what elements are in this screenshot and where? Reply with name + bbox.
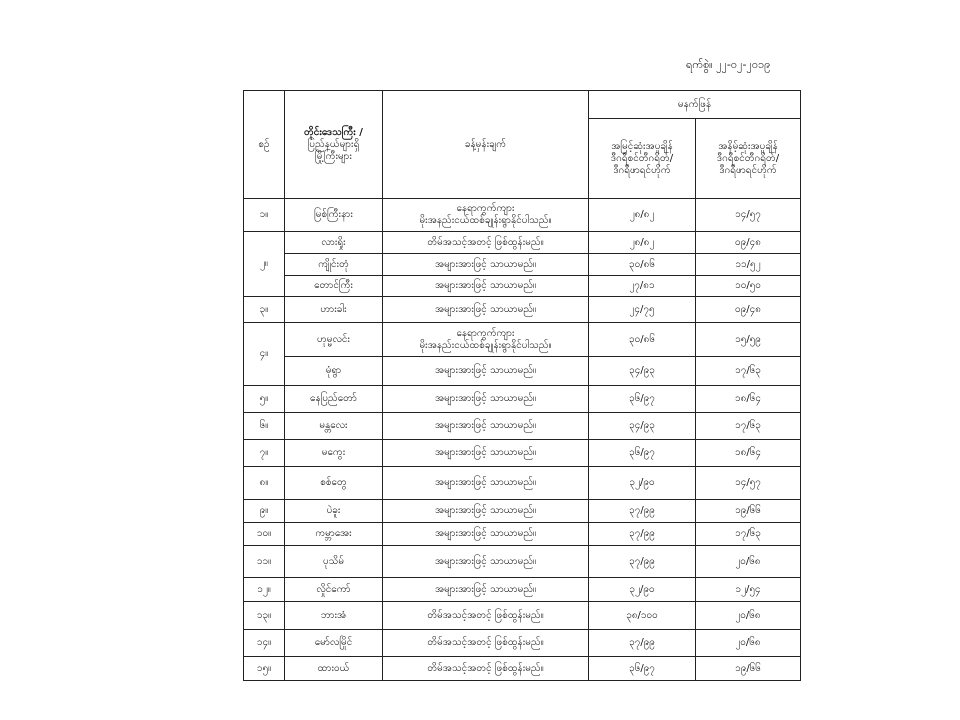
serial-cell: ၂။ bbox=[244, 232, 285, 297]
forecast-cell bbox=[383, 323, 589, 357]
city-cell: လှိုင်ကော် bbox=[285, 578, 383, 602]
max-temp-cell: ၃၇/၉၉ bbox=[589, 630, 696, 657]
table-row bbox=[244, 276, 801, 297]
min-temp-cell: ၁၈/၆၄ bbox=[696, 440, 801, 467]
city-cell: ဘားအံ bbox=[285, 602, 383, 630]
max-temp-cell: ၂၄/၇၅ bbox=[589, 297, 696, 323]
header-min-temp bbox=[696, 119, 801, 199]
serial-cell: ၁၄။ bbox=[244, 630, 285, 657]
min-temp-cell: ၀၉/၄၈ bbox=[696, 297, 801, 323]
min-temp-cell: ၁၉/၆၆ bbox=[696, 500, 801, 523]
city-cell: ဟားခါး bbox=[285, 297, 383, 323]
city-cell: ကျိုင်းတုံ bbox=[285, 254, 383, 276]
table-row bbox=[244, 546, 801, 578]
serial-cell: ၇။ bbox=[244, 440, 285, 467]
table-row bbox=[244, 386, 801, 413]
serial-cell: ၉။ bbox=[244, 500, 285, 523]
table-row bbox=[244, 440, 801, 467]
forecast-line1: နေရာကွက်ကျား bbox=[456, 203, 515, 214]
min-temp-cell: ၁၇/၆၃ bbox=[696, 523, 801, 546]
max-temp-cell: ၂၈/၈၂ bbox=[589, 232, 696, 254]
table-row bbox=[244, 413, 801, 440]
table-row bbox=[244, 657, 801, 681]
city-cell: မုံရွာ bbox=[285, 357, 383, 386]
forecast-cell: အများအားဖြင့် သာယာမည်။ bbox=[383, 523, 589, 546]
city-cell: တောင်ကြီး bbox=[285, 276, 383, 297]
forecast-line1: နေရာကွက်ကျား bbox=[456, 327, 515, 339]
serial-cell: ၅။ bbox=[244, 386, 285, 413]
table-row bbox=[244, 297, 801, 323]
table-row bbox=[244, 630, 801, 657]
max-temp-cell: ၃၆/၉၇ bbox=[589, 386, 696, 413]
serial-cell: ၁၃။ bbox=[244, 602, 285, 630]
report-date: ရက်စွဲ။ ၂၂-၀၂-၂၀၁၉ bbox=[686, 58, 771, 71]
table-row bbox=[244, 254, 801, 276]
serial-cell: ၄။ bbox=[244, 323, 285, 386]
table-row bbox=[244, 323, 801, 357]
header-min-line2: ဒီဂရီစင်တီဂရိတ်/ bbox=[716, 152, 780, 164]
min-temp-cell: ၁၂/၅၄ bbox=[696, 578, 801, 602]
forecast-cell: တိမ်အသင့်အတင့် ဖြစ်ထွန်းမည်။ bbox=[383, 602, 589, 630]
forecast-cell: တိမ်အသင့်အတင့် ဖြစ်ထွန်းမည်။ bbox=[383, 630, 589, 657]
min-temp-cell: ၁၄/၅၇ bbox=[696, 199, 801, 232]
table-row bbox=[244, 232, 801, 254]
forecast-cell bbox=[383, 199, 589, 232]
min-temp-cell: ၂၀/၆၈ bbox=[696, 630, 801, 657]
table-row bbox=[244, 199, 801, 232]
min-temp-cell: ၂၀/၆၈ bbox=[696, 546, 801, 578]
forecast-cell: အများအားဖြင့် သာယာမည်။ bbox=[383, 357, 589, 386]
table-row bbox=[244, 602, 801, 630]
forecast-cell: တိမ်အသင့်အတင့် ဖြစ်ထွန်းမည်။ bbox=[383, 232, 589, 254]
serial-cell: ၈။ bbox=[244, 467, 285, 500]
forecast-cell: အများအားဖြင့် သာယာမည်။ bbox=[383, 500, 589, 523]
forecast-cell: အများအားဖြင့် သာယာမည်။ bbox=[383, 467, 589, 500]
max-temp-cell: ၂၇/၈၁ bbox=[589, 276, 696, 297]
forecast-line2: မိုးအနည်းငယ်ထစ်ချုန်းရွာနိုင်ပါသည်။ bbox=[419, 339, 552, 351]
max-temp-cell: ၃၀/၈၆ bbox=[589, 323, 696, 357]
forecast-cell: အများအားဖြင့် သာယာမည်။ bbox=[383, 276, 589, 297]
header-max-line1: အမြင့်ဆုံးအပူချိန် bbox=[611, 140, 673, 152]
serial-cell: ၁၅။ bbox=[244, 657, 285, 681]
serial-cell: ၁၀။ bbox=[244, 523, 285, 546]
header-max-line2: ဒီဂရီစင်တီဂရိတ်/ bbox=[610, 152, 674, 164]
forecast-cell: အများအားဖြင့် သာယာမည်။ bbox=[383, 578, 589, 602]
serial-cell: ၃။ bbox=[244, 297, 285, 323]
max-temp-cell: ၃၂/၉၀ bbox=[589, 467, 696, 500]
header-min-line3: ဒီဂရီဖာရင်ဟိုက် bbox=[719, 164, 777, 176]
header-serial: စဉ် bbox=[244, 91, 285, 199]
max-temp-cell: ၃၆/၉၇ bbox=[589, 657, 696, 681]
city-cell: မန္တလေး bbox=[285, 413, 383, 440]
city-cell: လားရှိုး bbox=[285, 232, 383, 254]
min-temp-cell: ၁၁/၅၂ bbox=[696, 254, 801, 276]
max-temp-cell: ၃၇/၉၉ bbox=[589, 523, 696, 546]
city-cell: မြစ်ကြီးနား bbox=[285, 199, 383, 232]
max-temp-cell: ၃၄/၉၃ bbox=[589, 357, 696, 386]
min-temp-cell: ၁၀/၅၀ bbox=[696, 276, 801, 297]
serial-cell: ၁၁။ bbox=[244, 546, 285, 578]
min-temp-cell: ၁၅/၅၉ bbox=[696, 323, 801, 357]
serial-cell: ၁။ bbox=[244, 199, 285, 232]
forecast-cell: အများအားဖြင့် သာယာမည်။ bbox=[383, 546, 589, 578]
table-row bbox=[244, 467, 801, 500]
city-cell: ထားဝယ် bbox=[285, 657, 383, 681]
max-temp-cell: ၃၈/၁၀၀ bbox=[589, 602, 696, 630]
header-region-line2: ပြည်နယ်များရှိ bbox=[307, 138, 360, 150]
forecast-cell: အများအားဖြင့် သာယာမည်။ bbox=[383, 413, 589, 440]
forecast-cell: အများအားဖြင့် သာယာမည်။ bbox=[383, 297, 589, 323]
header-temperature: မနက်ဖြန် bbox=[589, 91, 801, 119]
header-max-temp bbox=[589, 119, 696, 199]
min-temp-cell: ၁၉/၆၆ bbox=[696, 657, 801, 681]
serial-cell: ၁၂။ bbox=[244, 578, 285, 602]
table-row bbox=[244, 357, 801, 386]
max-temp-cell: ၃၇/၉၉ bbox=[589, 500, 696, 523]
city-cell: မကွေး bbox=[285, 440, 383, 467]
city-cell: ပဲခူး bbox=[285, 500, 383, 523]
city-cell: ဟုမ္မလင်း bbox=[285, 323, 383, 357]
serial-cell: ၆။ bbox=[244, 413, 285, 440]
forecast-cell: အများအားဖြင့် သာယာမည်။ bbox=[383, 386, 589, 413]
min-temp-cell: ၀၉/၄၈ bbox=[696, 232, 801, 254]
forecast-line2: မိုးအနည်းငယ်ထစ်ချုန်းရွာနိုင်ပါသည်။ bbox=[419, 215, 552, 226]
city-cell: မော်လမြိုင် bbox=[285, 630, 383, 657]
table-row bbox=[244, 523, 801, 546]
city-cell: ပုသိမ် bbox=[285, 546, 383, 578]
header-region-line3: မြို့ကြီးများ bbox=[315, 150, 352, 162]
max-temp-cell: ၃၄/၉၃ bbox=[589, 413, 696, 440]
forecast-cell: တိမ်အသင့်အတင့် ဖြစ်ထွန်းမည်။ bbox=[383, 657, 589, 681]
min-temp-cell: ၁၇/၆၃ bbox=[696, 413, 801, 440]
header-region-line1: တိုင်းဒေသကြီး / bbox=[304, 126, 363, 138]
city-cell: ကမ္ဘာအေး bbox=[285, 523, 383, 546]
max-temp-cell: ၂၈/၈၂ bbox=[589, 199, 696, 232]
forecast-cell: အများအားဖြင့် သာယာမည်။ bbox=[383, 254, 589, 276]
header-region bbox=[285, 91, 383, 199]
city-cell: နေပြည်တော် bbox=[285, 386, 383, 413]
header-forecast: ခန့်မှန်းချက် bbox=[383, 91, 589, 199]
max-temp-cell: ၃၂/၉၀ bbox=[589, 578, 696, 602]
header-max-line3: ဒီဂရီဖာရင်ဟိုက် bbox=[613, 164, 671, 176]
max-temp-cell: ၃၇/၉၉ bbox=[589, 546, 696, 578]
header-min-line1: အနိမ့်ဆုံးအပူချိန် bbox=[718, 140, 778, 152]
table-row bbox=[244, 500, 801, 523]
min-temp-cell: ၁၇/၆၃ bbox=[696, 357, 801, 386]
min-temp-cell: ၁၈/၆၄ bbox=[696, 386, 801, 413]
weather-forecast-table bbox=[243, 90, 801, 681]
table-row bbox=[244, 578, 801, 602]
max-temp-cell: ၃၀/၈၆ bbox=[589, 254, 696, 276]
city-cell: စစ်တွေ bbox=[285, 467, 383, 500]
min-temp-cell: ၁၄/၅၇ bbox=[696, 467, 801, 500]
min-temp-cell: ၂၀/၆၈ bbox=[696, 602, 801, 630]
forecast-cell: အများအားဖြင့် သာယာမည်။ bbox=[383, 440, 589, 467]
max-temp-cell: ၃၆/၉၇ bbox=[589, 440, 696, 467]
